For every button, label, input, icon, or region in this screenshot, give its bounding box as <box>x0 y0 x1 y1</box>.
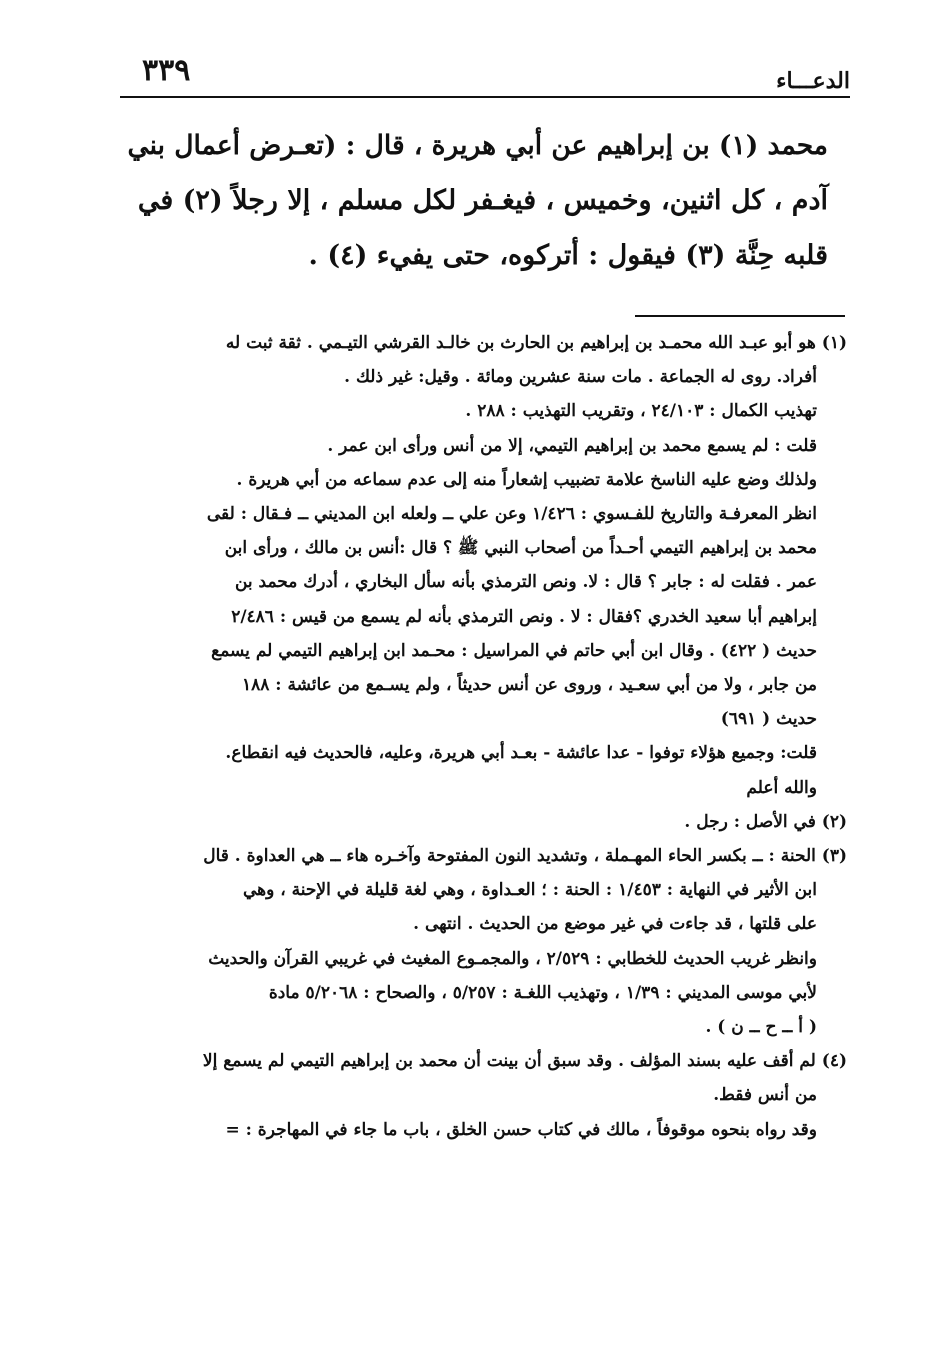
footnote-line: ( أ ــ ح ــ ن ) . <box>705 1017 817 1038</box>
footnote-line: محمد بن إبراهيم التيمي أحـداً من أصحاب النبي ﷺ ؟ قال :أنس بن مالك ، ورأى ابن <box>224 538 817 559</box>
footnote-line: والله أعلم <box>746 777 817 798</box>
footnote-line: قلت: وجميع هؤلاء توفوا - عدا عائشة - بعـد أبي هريرة، وعليه، فالحديث فيه انقطاع. <box>225 743 817 764</box>
footnote-line: ولذلك وضع عليه الناسخ علامة تضبيب إشعاراً منه إلى عدم سماعه من أبي هريرة . <box>236 469 817 490</box>
footnote-line: حديث ( ٦٩١) <box>720 709 817 730</box>
footnote-line: عمر . فقلت له : جابر ؟ قال : لا. ونص الترمذي بأنه سأل البخاري ، أدرك محمد بن <box>234 572 817 593</box>
footnote-line: (٢) في الأصل : رجل . <box>684 811 847 832</box>
footnote-line: انظر المعرفـة والتاريخ للفـسوي : ١/٤٢٦ وعن علي ــ ولعله ابن المديني ــ فـقال : لقى <box>206 504 817 525</box>
chapter-title: الدعـــاء <box>776 68 850 94</box>
page-number: ٣٣٩ <box>142 53 191 88</box>
footnote-line: لأبي موسى المديني : ١/٣٩ ، وتهذيب اللغـة : ٥/٢٥٧ ، والصحاح : ٥/٢٠٦٨ مادة <box>268 982 817 1003</box>
header-rule <box>120 96 850 98</box>
footnote-line: قلت : لم يسمع محمد بن إبراهيم التيمي، إلا من أنس ورأى ابن عمر . <box>327 435 817 456</box>
footnote-line: من جابر ، ولا من أبي سعـيد ، وروى عن أنس حديثاً ، ولم يسـمع من عائشة : ١٨٨ <box>241 675 817 696</box>
footnote-line: حديث ( ٤٢٢) . وقال ابن أبي حاتم في المراسيل : محـمد ابن إبراهيم التيمي لم يسمع <box>211 640 817 661</box>
footnote-line: على قلتها ، قد جاءت في غير موضع من الحديث . انتهى . <box>413 914 817 935</box>
page-header <box>120 52 850 96</box>
footnotes <box>95 326 847 1147</box>
footnote-separator <box>635 315 845 317</box>
main-text <box>118 118 828 283</box>
footnote-line: من أنس فقط. <box>713 1085 817 1106</box>
footnote-line: (٤) لم أقف عليه بسند المؤلف . وقد سبق أن بينت أن محمد بن إبراهيم التيمي لم يسمع إلا <box>202 1051 847 1072</box>
footnote-line: (٣) الحنة : ــ بكسر الحاء المهـملة ، وتشديد النون المفتوحة وآخـره هاء ــ هي العداوة . قال <box>203 846 847 867</box>
main-text-line: محمد (١) بن إبراهيم عن أبي هريرة ، قال : (تعـرض أعمال بني <box>127 130 828 161</box>
footnote-line: تهذيب الكمال : ٢٤/١٠٣ ، وتقريب التهذيب : ٢٨٨ . <box>465 401 817 422</box>
footnote-line: إبراهيم أبا سعيد الخدري ؟فقال : لا . ونص الترمذي بأنه لم يسمع من قيس : ٢/٤٨٦ <box>231 606 817 627</box>
footnote-line: (١) هو أبو عبـد الله محمـد بن إبراهيم بن الحارث بن خالـد القرشي التيـمي . ثقة ثبت له <box>225 333 847 353</box>
footnote-line: وانظر غريب الحديث للخطابي : ٢/٥٢٩ ، والمجمـوع المغيث في غريبي القرآن والحديث <box>208 948 817 969</box>
footnote-line: ابن الأثير في النهاية : ١/٤٥٣ : الحنة : ؛ العـداوة ، وهي لغة قليلة في الإحنة ، وهي <box>243 880 817 901</box>
main-text-line: قلبه حِنَّة (٣) فيقول : أتركوه، حتى يفيء (٤) . <box>308 240 828 271</box>
footnote-line: أفراد. روى له الجماعة . مات سنة عشرين ومائة . وقيل: غير ذلك . <box>344 367 817 388</box>
main-text-line: آدم ، كل اثنين، وخميس ، فيغـفر لكل مسلم ، إلا رجلاً (٢) في <box>137 185 828 216</box>
footnote-line: وقد رواه بنحوه موقوفاً ، مالك في كتاب حسن الخلق ، باب ما جاء في المهاجرة : = <box>225 1119 817 1140</box>
